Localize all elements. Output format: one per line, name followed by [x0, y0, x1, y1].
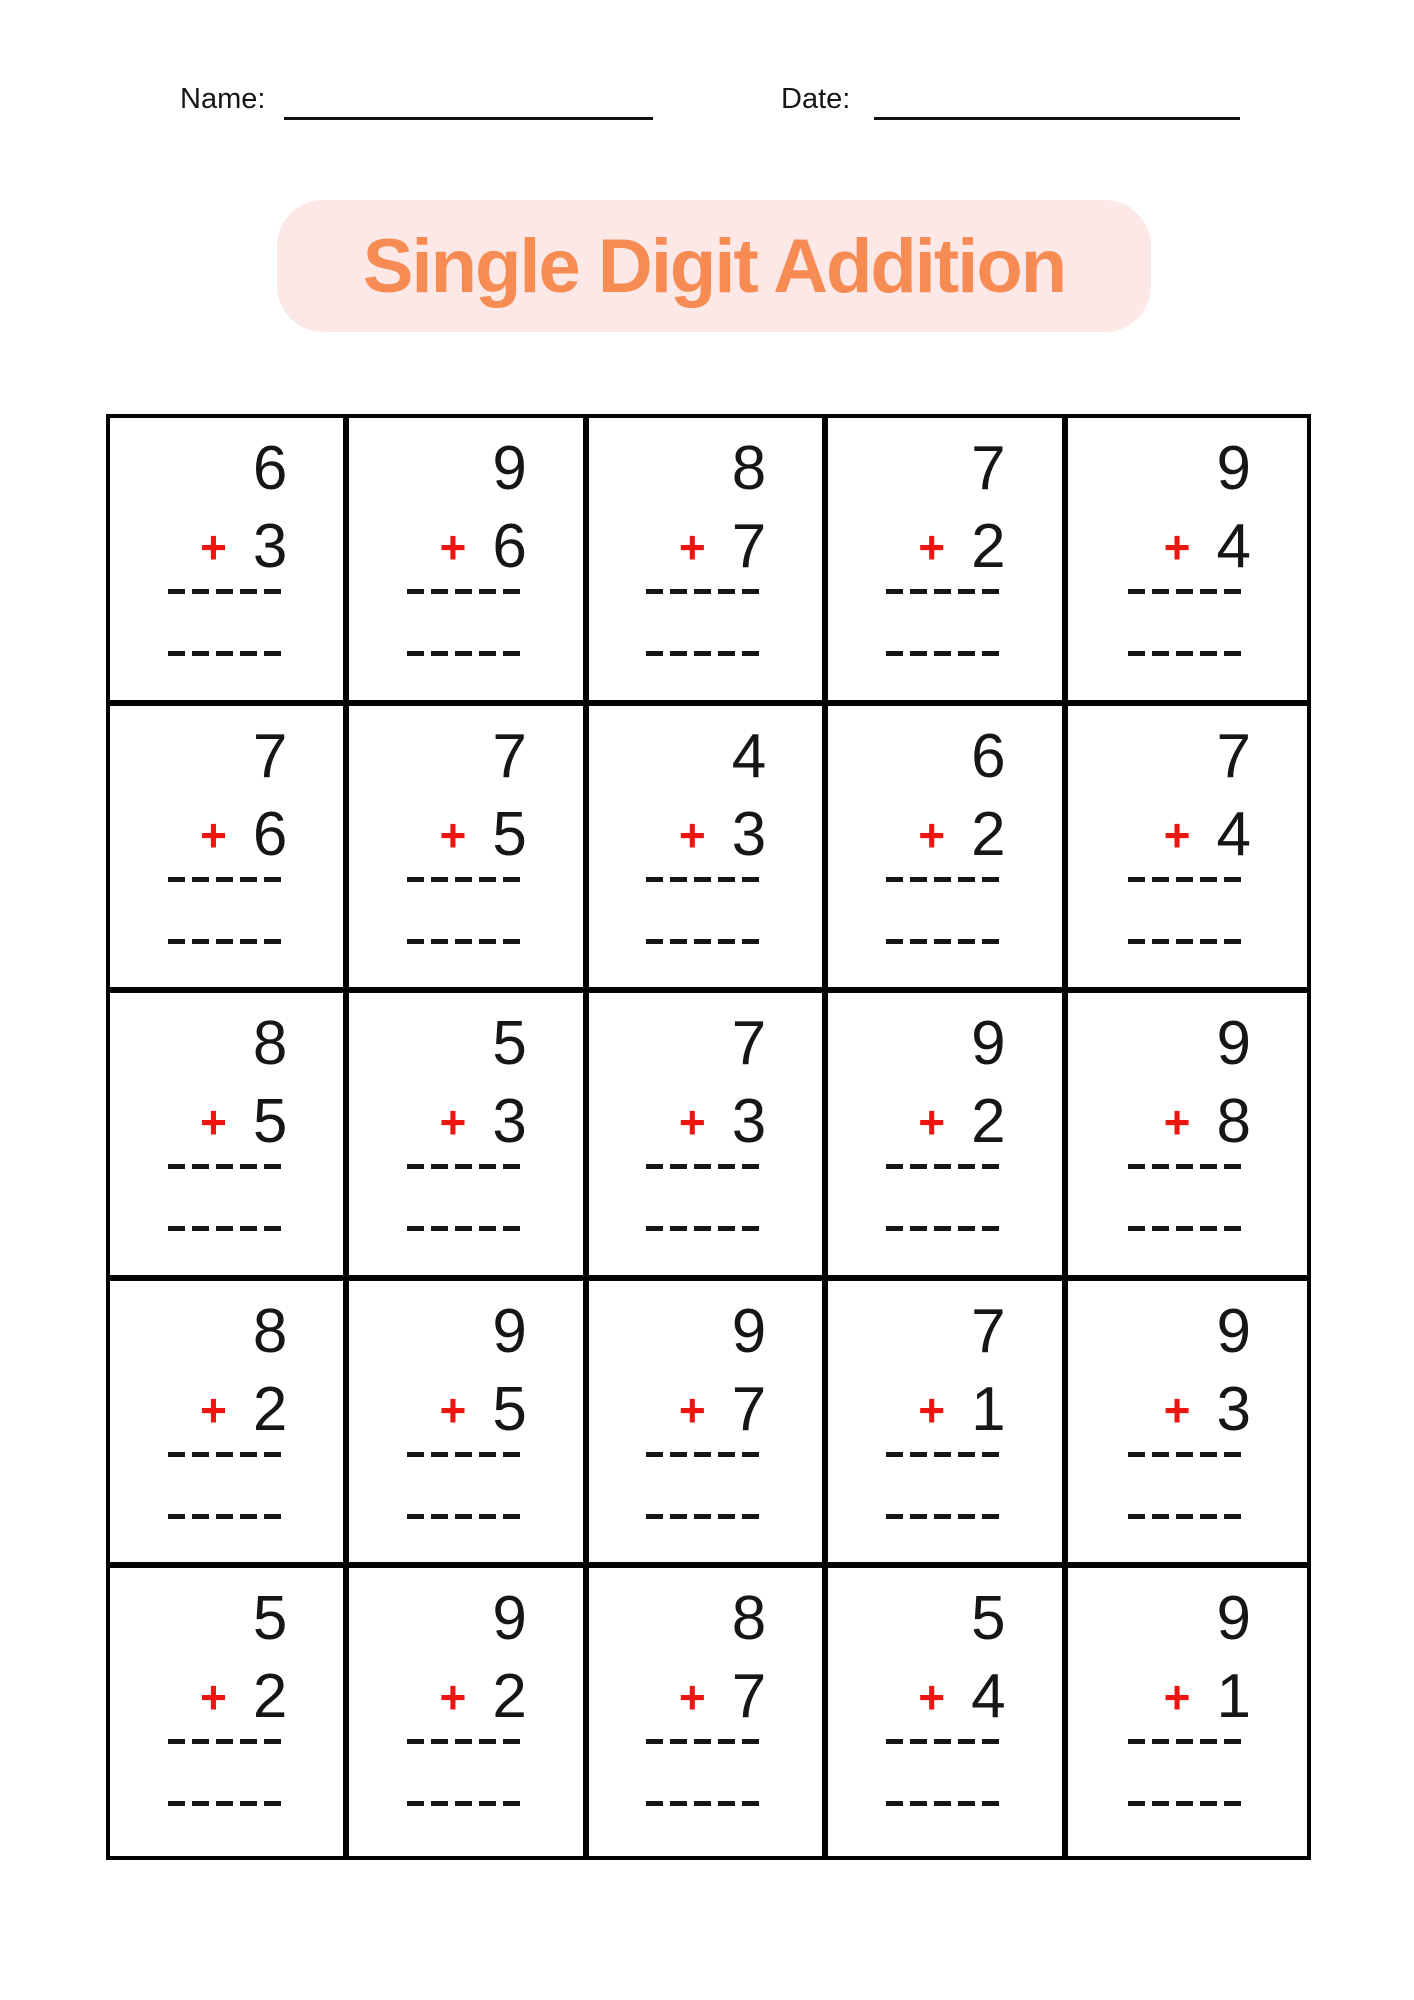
problem-cell: [349, 993, 588, 1281]
addend-bottom: 1: [971, 1374, 1006, 1444]
addend-bottom: 5: [492, 799, 527, 869]
answer-line-1[interactable]: [886, 1452, 1004, 1457]
plus-sign: +: [200, 521, 227, 573]
addend-bottom: 4: [1216, 512, 1251, 581]
addend-top: 9: [731, 1296, 767, 1366]
addend-bottom: 2: [971, 512, 1006, 581]
answer-line-1[interactable]: [168, 589, 286, 594]
answer-line-2[interactable]: [886, 1801, 1004, 1806]
answer-line-2[interactable]: [1128, 1514, 1246, 1519]
addend-bottom-row: [110, 1662, 343, 1732]
addend-bottom-row: [110, 799, 343, 869]
plus-sign: +: [439, 1096, 467, 1149]
addend-top: 6: [252, 434, 288, 503]
plus-sign: +: [918, 1671, 946, 1724]
addend-bottom: 1: [1216, 1662, 1251, 1732]
problem-cell: [1068, 1568, 1307, 1856]
answer-line-2[interactable]: [646, 1801, 764, 1806]
addend-top: 7: [252, 721, 288, 791]
answer-line-1[interactable]: [646, 1739, 764, 1744]
plus-sign: +: [200, 1383, 227, 1436]
problem-cell: [349, 706, 588, 994]
addend-bottom-row: [349, 1087, 582, 1157]
addend-top: 9: [492, 434, 527, 503]
addend-bottom-row: [828, 1374, 1061, 1444]
answer-line-1[interactable]: [1128, 1164, 1246, 1169]
plus-sign: +: [200, 1096, 227, 1149]
answer-line-1[interactable]: [1128, 589, 1246, 594]
addend-top: 5: [971, 1584, 1006, 1654]
answer-line-1[interactable]: [1128, 877, 1246, 882]
addend-top: 7: [492, 721, 527, 791]
addend-top: 7: [731, 1009, 767, 1079]
problem-cell: [349, 418, 588, 706]
plus-sign: +: [439, 808, 467, 861]
problem-cell: [110, 1281, 349, 1569]
addend-top: 7: [971, 434, 1006, 503]
plus-sign: +: [1163, 1096, 1191, 1149]
plus-sign: +: [200, 808, 227, 861]
addend-bottom-row: [349, 1374, 582, 1444]
addend-bottom: 4: [971, 1662, 1006, 1732]
addend-top: 4: [731, 721, 767, 791]
answer-line-2[interactable]: [407, 1801, 525, 1806]
addend-bottom-row: [589, 1087, 822, 1157]
addend-top: 5: [252, 1584, 288, 1654]
answer-line-2[interactable]: [1128, 1226, 1246, 1231]
addend-bottom: 5: [492, 1374, 527, 1444]
problem-cell: [110, 706, 349, 994]
problem-cell: [349, 1568, 588, 1856]
addend-top: 7: [1216, 721, 1251, 791]
problem-cell: [110, 418, 349, 706]
addend-bottom: 6: [492, 512, 527, 581]
plus-sign: +: [439, 1383, 467, 1436]
plus-sign: +: [678, 1383, 706, 1436]
problem-cell: [828, 1281, 1067, 1569]
problem-cell: [589, 1281, 828, 1569]
answer-line-2[interactable]: [407, 651, 525, 656]
answer-line-2[interactable]: [886, 1226, 1004, 1231]
addend-bottom: 2: [971, 1087, 1006, 1157]
addend-bottom-row: [828, 1662, 1061, 1732]
addend-top: 8: [252, 1009, 288, 1079]
problem-cell: [828, 1568, 1067, 1856]
answer-line-1[interactable]: [886, 1739, 1004, 1744]
addend-top: 9: [1216, 1009, 1251, 1079]
plus-sign: +: [1163, 1671, 1191, 1724]
answer-line-2[interactable]: [407, 1514, 525, 1519]
addend-bottom: 7: [731, 512, 767, 581]
plus-sign: +: [439, 1671, 467, 1724]
plus-sign: +: [918, 1383, 946, 1436]
addend-bottom-row: [1068, 799, 1307, 869]
answer-line-2[interactable]: [886, 1514, 1004, 1519]
addend-top: 9: [1216, 1584, 1251, 1654]
answer-line-2[interactable]: [168, 651, 286, 656]
plus-sign: +: [678, 1096, 706, 1149]
addend-bottom: 6: [252, 799, 288, 869]
name-input-line[interactable]: [284, 117, 653, 120]
plus-sign: +: [918, 808, 946, 861]
problem-cell: [1068, 706, 1307, 994]
answer-line-2[interactable]: [168, 1226, 286, 1231]
answer-line-1[interactable]: [168, 877, 286, 882]
page-title: Single Digit Addition: [362, 223, 1066, 309]
addend-bottom: 4: [1216, 799, 1251, 869]
problem-cell: [1068, 418, 1307, 706]
answer-line-2[interactable]: [168, 1514, 286, 1519]
answer-line-1[interactable]: [168, 1164, 286, 1169]
plus-sign: +: [678, 521, 706, 573]
addend-bottom-row: [110, 512, 343, 581]
answer-line-1[interactable]: [407, 877, 525, 882]
name-label: Name:: [180, 83, 266, 115]
answer-line-2[interactable]: [646, 651, 764, 656]
addend-bottom-row: [589, 1374, 822, 1444]
addend-top: 9: [1216, 1296, 1251, 1366]
plus-sign: +: [1163, 808, 1191, 861]
problem-cell: [589, 418, 828, 706]
problem-cell: [828, 993, 1067, 1281]
answer-line-2[interactable]: [1128, 939, 1246, 944]
addend-top: 9: [971, 1009, 1006, 1079]
addend-top: 9: [492, 1584, 527, 1654]
addend-bottom-row: [589, 799, 822, 869]
addend-top: 9: [492, 1296, 527, 1366]
addend-bottom: 3: [731, 1087, 767, 1157]
answer-line-1[interactable]: [886, 1164, 1004, 1169]
answer-line-2[interactable]: [168, 1801, 286, 1806]
addend-top: 7: [971, 1296, 1006, 1366]
answer-line-2[interactable]: [646, 1226, 764, 1231]
plus-sign: +: [678, 808, 706, 861]
answer-line-1[interactable]: [886, 877, 1004, 882]
answer-line-1[interactable]: [407, 1452, 525, 1457]
addend-bottom: 7: [731, 1374, 767, 1444]
answer-line-2[interactable]: [886, 939, 1004, 944]
answer-line-1[interactable]: [646, 877, 764, 882]
addend-bottom: 2: [252, 1374, 288, 1444]
addend-bottom: 2: [252, 1662, 288, 1732]
addend-bottom-row: [828, 1087, 1061, 1157]
addend-bottom: 3: [1216, 1374, 1251, 1444]
addend-bottom-row: [1068, 512, 1307, 581]
answer-line-2[interactable]: [886, 651, 1004, 656]
addend-bottom-row: [1068, 1087, 1307, 1157]
answer-line-1[interactable]: [646, 1164, 764, 1169]
addend-bottom-row: [110, 1374, 343, 1444]
plus-sign: +: [918, 1096, 946, 1149]
plus-sign: +: [1163, 1383, 1191, 1436]
problem-cell: [110, 993, 349, 1281]
date-input-line[interactable]: [874, 117, 1240, 120]
answer-line-2[interactable]: [1128, 1801, 1246, 1806]
answer-line-1[interactable]: [407, 589, 525, 594]
addend-top: 8: [731, 434, 767, 503]
plus-sign: +: [200, 1671, 227, 1724]
addend-bottom: 2: [971, 799, 1006, 869]
plus-sign: +: [439, 521, 467, 573]
addend-bottom-row: [828, 799, 1061, 869]
plus-sign: +: [918, 521, 946, 573]
addend-bottom-row: [349, 1662, 582, 1732]
problem-cell: [589, 1568, 828, 1856]
answer-line-2[interactable]: [1128, 651, 1246, 656]
addend-top: 9: [1216, 434, 1251, 503]
answer-line-1[interactable]: [168, 1739, 286, 1744]
addend-bottom-row: [1068, 1374, 1307, 1444]
addend-bottom-row: [349, 512, 582, 581]
answer-line-1[interactable]: [168, 1452, 286, 1457]
addend-bottom-row: [1068, 1662, 1307, 1732]
problem-cell: [1068, 993, 1307, 1281]
addend-bottom-row: [589, 1662, 822, 1732]
addend-top: 8: [252, 1296, 288, 1366]
answer-line-2[interactable]: [646, 1514, 764, 1519]
plus-sign: +: [678, 1671, 706, 1724]
addend-top: 8: [731, 1584, 767, 1654]
addend-bottom: 3: [252, 512, 288, 581]
addend-bottom-row: [349, 799, 582, 869]
problem-cell: [828, 706, 1067, 994]
answer-line-1[interactable]: [646, 1452, 764, 1457]
addend-bottom: 5: [252, 1087, 288, 1157]
problem-cell: [828, 418, 1067, 706]
problems-grid: [106, 414, 1311, 1860]
plus-sign: +: [1163, 521, 1191, 573]
answer-line-1[interactable]: [407, 1739, 525, 1744]
addend-bottom: 3: [492, 1087, 527, 1157]
problem-cell: [589, 993, 828, 1281]
answer-line-2[interactable]: [407, 1226, 525, 1231]
answer-line-1[interactable]: [407, 1164, 525, 1169]
addend-bottom-row: [828, 512, 1061, 581]
answer-line-1[interactable]: [1128, 1452, 1246, 1457]
problem-cell: [110, 1568, 349, 1856]
addend-bottom: 2: [492, 1662, 527, 1732]
addend-bottom: 7: [731, 1662, 767, 1732]
problem-cell: [589, 706, 828, 994]
problem-cell: [349, 1281, 588, 1569]
answer-line-2[interactable]: [646, 939, 764, 944]
date-label: Date:: [781, 83, 851, 115]
addend-top: 6: [971, 721, 1006, 791]
answer-line-2[interactable]: [168, 939, 286, 944]
addend-bottom-row: [110, 1087, 343, 1157]
answer-line-1[interactable]: [646, 589, 764, 594]
answer-line-1[interactable]: [1128, 1739, 1246, 1744]
addend-bottom: 3: [731, 799, 767, 869]
addend-bottom-row: [589, 512, 822, 581]
answer-line-1[interactable]: [886, 589, 1004, 594]
problem-cell: [1068, 1281, 1307, 1569]
addend-bottom: 8: [1216, 1087, 1251, 1157]
answer-line-2[interactable]: [407, 939, 525, 944]
addend-top: 5: [492, 1009, 527, 1079]
title-banner: [277, 200, 1151, 332]
